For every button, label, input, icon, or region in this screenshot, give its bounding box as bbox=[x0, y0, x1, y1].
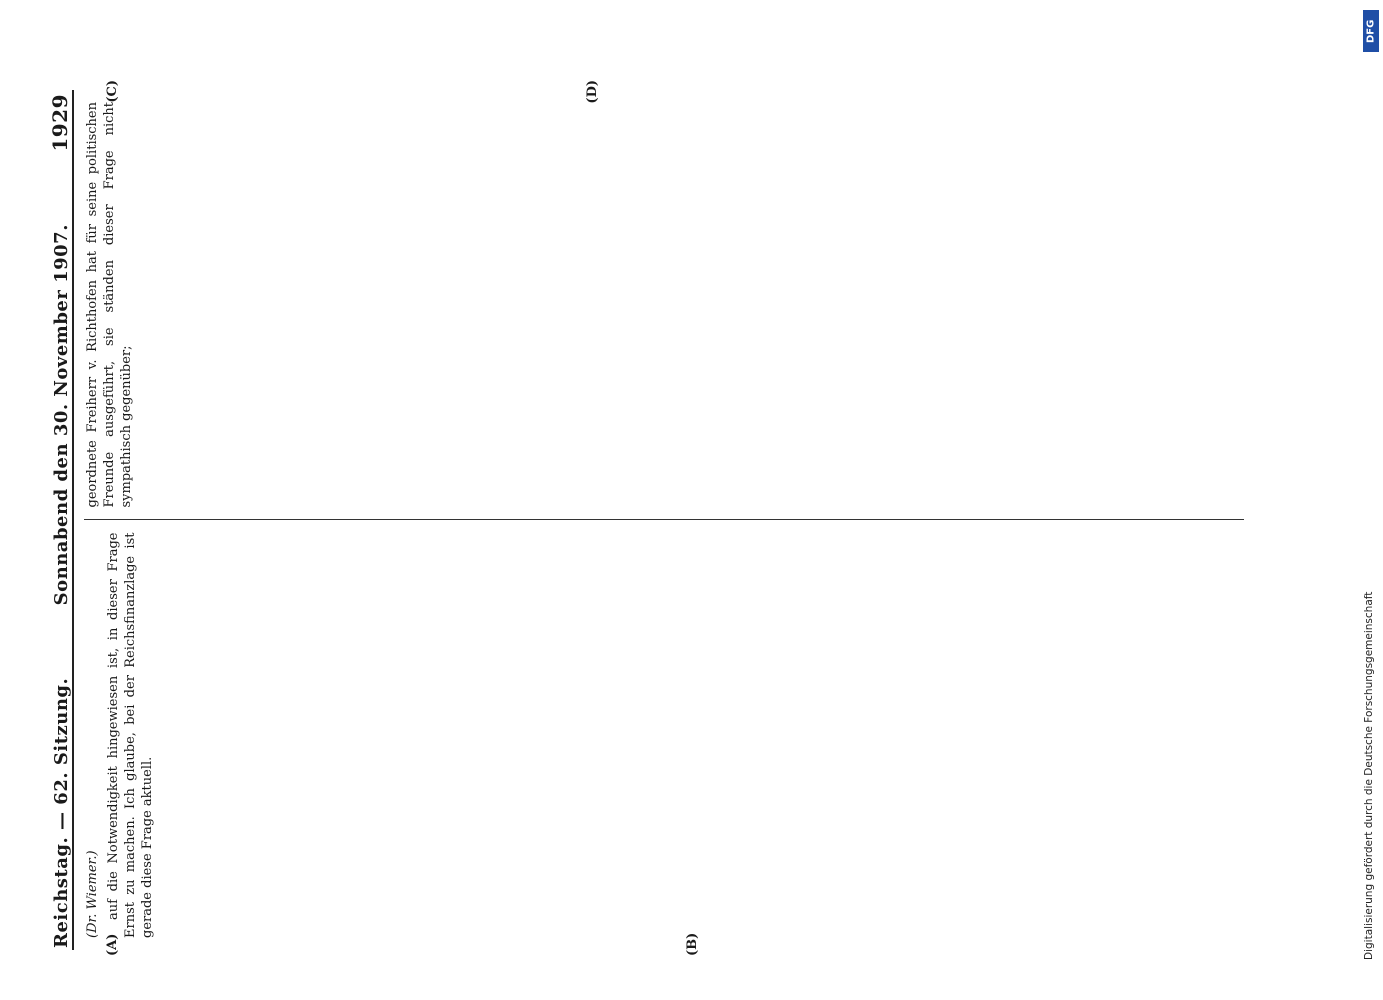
dfg-sidebar bbox=[1363, 10, 1379, 990]
margin-label-a: (A) bbox=[105, 933, 120, 956]
margin-label-b: (B) bbox=[685, 932, 700, 956]
left-column bbox=[84, 521, 1244, 956]
header-left: Reichstag. — 62. Sitzung. bbox=[51, 677, 72, 948]
dfg-credit: Digitalisierung gefördert durch die Deutsche Forschungsgemeinschaft bbox=[1363, 591, 1375, 960]
margin-label-d: (D) bbox=[585, 80, 600, 104]
speaker-tag: (Dr. Wiemer.) bbox=[85, 850, 100, 938]
page-header bbox=[46, 90, 74, 950]
paragraph: geordnete Freiherr v. Richthofen hat für seine politischen Freunde ausgeführt, sie ständen dieser Frage nicht sympathisch gegenüber; bbox=[85, 102, 135, 508]
margin-label-c: (C) bbox=[105, 80, 120, 103]
page-number: 1929 bbox=[48, 94, 72, 152]
header-date: Sonnabend den 30. November 1907. bbox=[51, 224, 72, 606]
document-page bbox=[40, 80, 1240, 960]
page-body bbox=[84, 80, 1244, 956]
paragraph: auf die Notwendigkeit hingewiesen ist, in dieser Frage Ernst zu machen. Ich glaube, bei der Reichsfinanzlage ist gerade diese Frage aktuell. bbox=[106, 532, 156, 938]
right-column bbox=[84, 80, 1244, 520]
dfg-logo: DFG bbox=[1363, 10, 1379, 52]
